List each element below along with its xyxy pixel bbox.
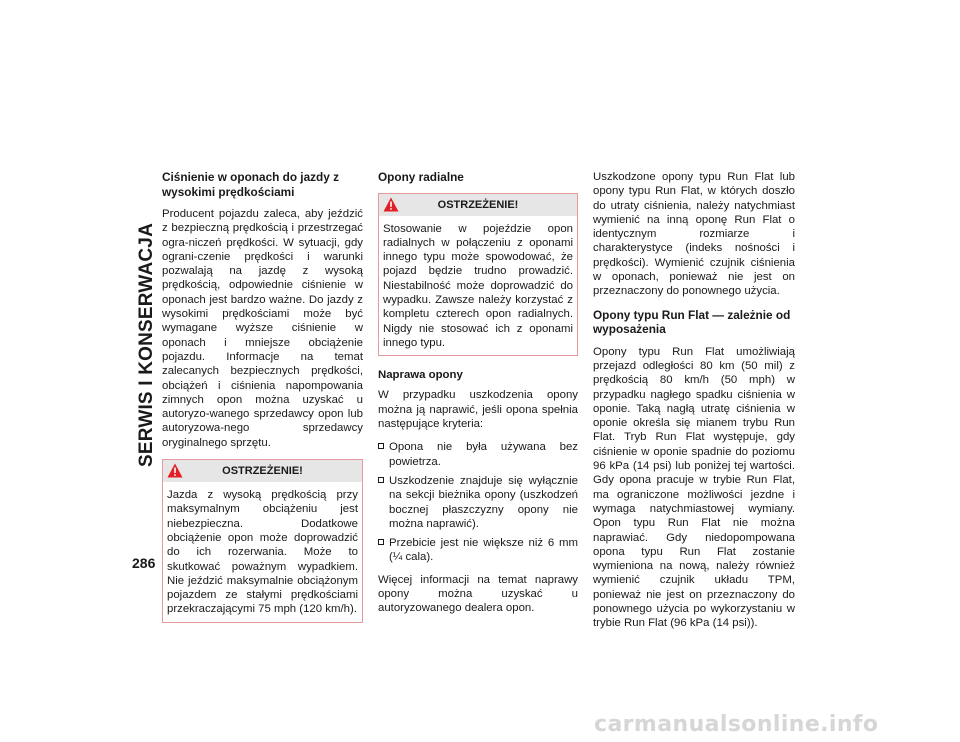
- tire-repair-intro: W przypadku uszkodzenia opony można ją naprawić, jeśli opona spełnia następujące kryteria:: [378, 389, 578, 431]
- run-flat-paragraph: Opony typu Run Flat umożliwiają przejazd odległości 80 km (50 mil) z prędkością 80 km/h (50 mph) w przypadku nagłego spadku ciśnienia w oponie. Taką nagłą utratę ciśnienia w oponie określa się mianem trybu Run Flat. Tryb Run Flat występuje, gdy ciśnienie w oponie spadnie do poziomu 96 kPa (14 psi) lub poniżej tej wartości. Gdy opona pracuje w trybie Run Flat, ma ograniczone możliwości jezdne i wymaga natychmiastowej wymiany. Opon typu Run Flat nie można naprawiać. Gdy niedopompowana opona typu Run Flat zostanie wymieniona na nową, należy również wymienić czujnik układu TPM, ponieważ nie jest on przeznaczony do ponownego użycia po wykorzystaniu w trybie Run Flat (96 kPa (14 psi)).: [593, 345, 795, 630]
- column-2: [378, 170, 578, 625]
- tire-repair-subheading: Naprawa opony: [378, 369, 463, 382]
- warning-text: Stosowanie w pojeździe opon radialnych w połączeniu z oponami innego typu może spowodować, że pojazd będzie trudno prowadzić. Niestabilność może doprowadzić do wypadku. Zawsze należy korzystać z kompletu czterech opon radialnych. Nigdy nie stosować ich z oponami innego typu.: [383, 222, 573, 349]
- high-speed-pressure-paragraph: Producent pojazdu zaleca, aby jeździć z bezpieczną prędkością i przestrzegać ogra-niczeń prędkości. W sytuacji, gdy ograni-czenie prędkości i warunki pozwalają na jazdę z wysoką prędkością, odpowiednie ciśnienie w oponach jest bardzo ważne. Do jazdy z wysokimi prędkościami może być wymagane wyższe ciśnienie w oponach i mniejsze obciążenie pojazdu. Informacje na temat zalecanych bezpiecznych prędkości, obciążeń i ciśnienia napompowania zimnych opon można uzyskać u autoryzo-wanego sprzedawcy opon lub autoryzowa-nego sprzedawcy oryginalnego sprzętu.: [162, 208, 363, 449]
- column-1: [162, 170, 363, 635]
- page-number: 286: [132, 555, 156, 571]
- warning-box-high-speed: [162, 459, 363, 623]
- warning-header: [163, 460, 362, 482]
- criteria-text: Opona nie była używana bez powietrza.: [389, 441, 578, 468]
- list-item: [378, 474, 578, 531]
- section-title-text: SERWIS I KONSERWACJA: [136, 222, 157, 468]
- section-side-title: [134, 150, 160, 540]
- list-item: [378, 440, 578, 469]
- list-item: [378, 536, 578, 565]
- warning-box-radial: [378, 193, 578, 357]
- repair-criteria-list: [378, 440, 578, 564]
- run-flat-damaged-paragraph: Uszkodzone opony typu Run Flat lub opony typu Run Flat, w których doszło do utraty ciśnienia, należy natychmiast wymienić na inną oponę Run Flat o identycznym rozmiarze i charakterystyce (indeks nośności i prędkości). Wymienić czujnik ciśnienia w oponach, ponieważ nie jest on przeznaczony do ponownego użycia.: [593, 171, 795, 298]
- checkbox-bullet-icon: [378, 539, 384, 545]
- criteria-text: Uszkodzenie znajduje się wyłącznie na sekcji bieżnika opony (uszkodzeń bocznej płaszczyzny opony nie można naprawić).: [389, 474, 578, 530]
- warning-title: OSTRZEŻENIE!: [437, 198, 519, 211]
- radial-tires-heading: Opony radialne: [378, 170, 464, 184]
- high-speed-pressure-heading: Ciśnienie w oponach do jazdy z wysokimi prędkościami: [162, 170, 339, 199]
- warning-triangle-icon: [383, 197, 399, 212]
- warning-text: Jazda z wysoką prędkością przy maksymalnym obciążeniu jest niebezpieczna. Dodatkowe obciążenie opon może doprowadzić do ich rozerwania. Może to skutkować poważnym wypadkiem. Nie jeździć maksymalnie obciążonym pojazdem ze stałymi prędkościami przekraczającymi 75 mph (120 km/h).: [167, 489, 358, 616]
- checkbox-bullet-icon: [378, 443, 384, 449]
- tire-repair-closing: Więcej informacji na temat naprawy opony można uzyskać u autoryzowanego dealera opon.: [378, 573, 578, 615]
- warning-title: OSTRZEŻENIE!: [222, 465, 303, 478]
- checkbox-bullet-icon: [378, 477, 384, 483]
- column-3: [593, 170, 795, 640]
- warning-triangle-icon: [167, 463, 183, 478]
- watermark: carmanualsonline.info: [594, 712, 879, 737]
- run-flat-heading: Opony typu Run Flat — zależnie od wyposażenia: [593, 307, 791, 337]
- warning-header: [379, 194, 577, 216]
- criteria-text: Przebicie jest nie większe niż 6 mm (¼ cala).: [389, 537, 578, 564]
